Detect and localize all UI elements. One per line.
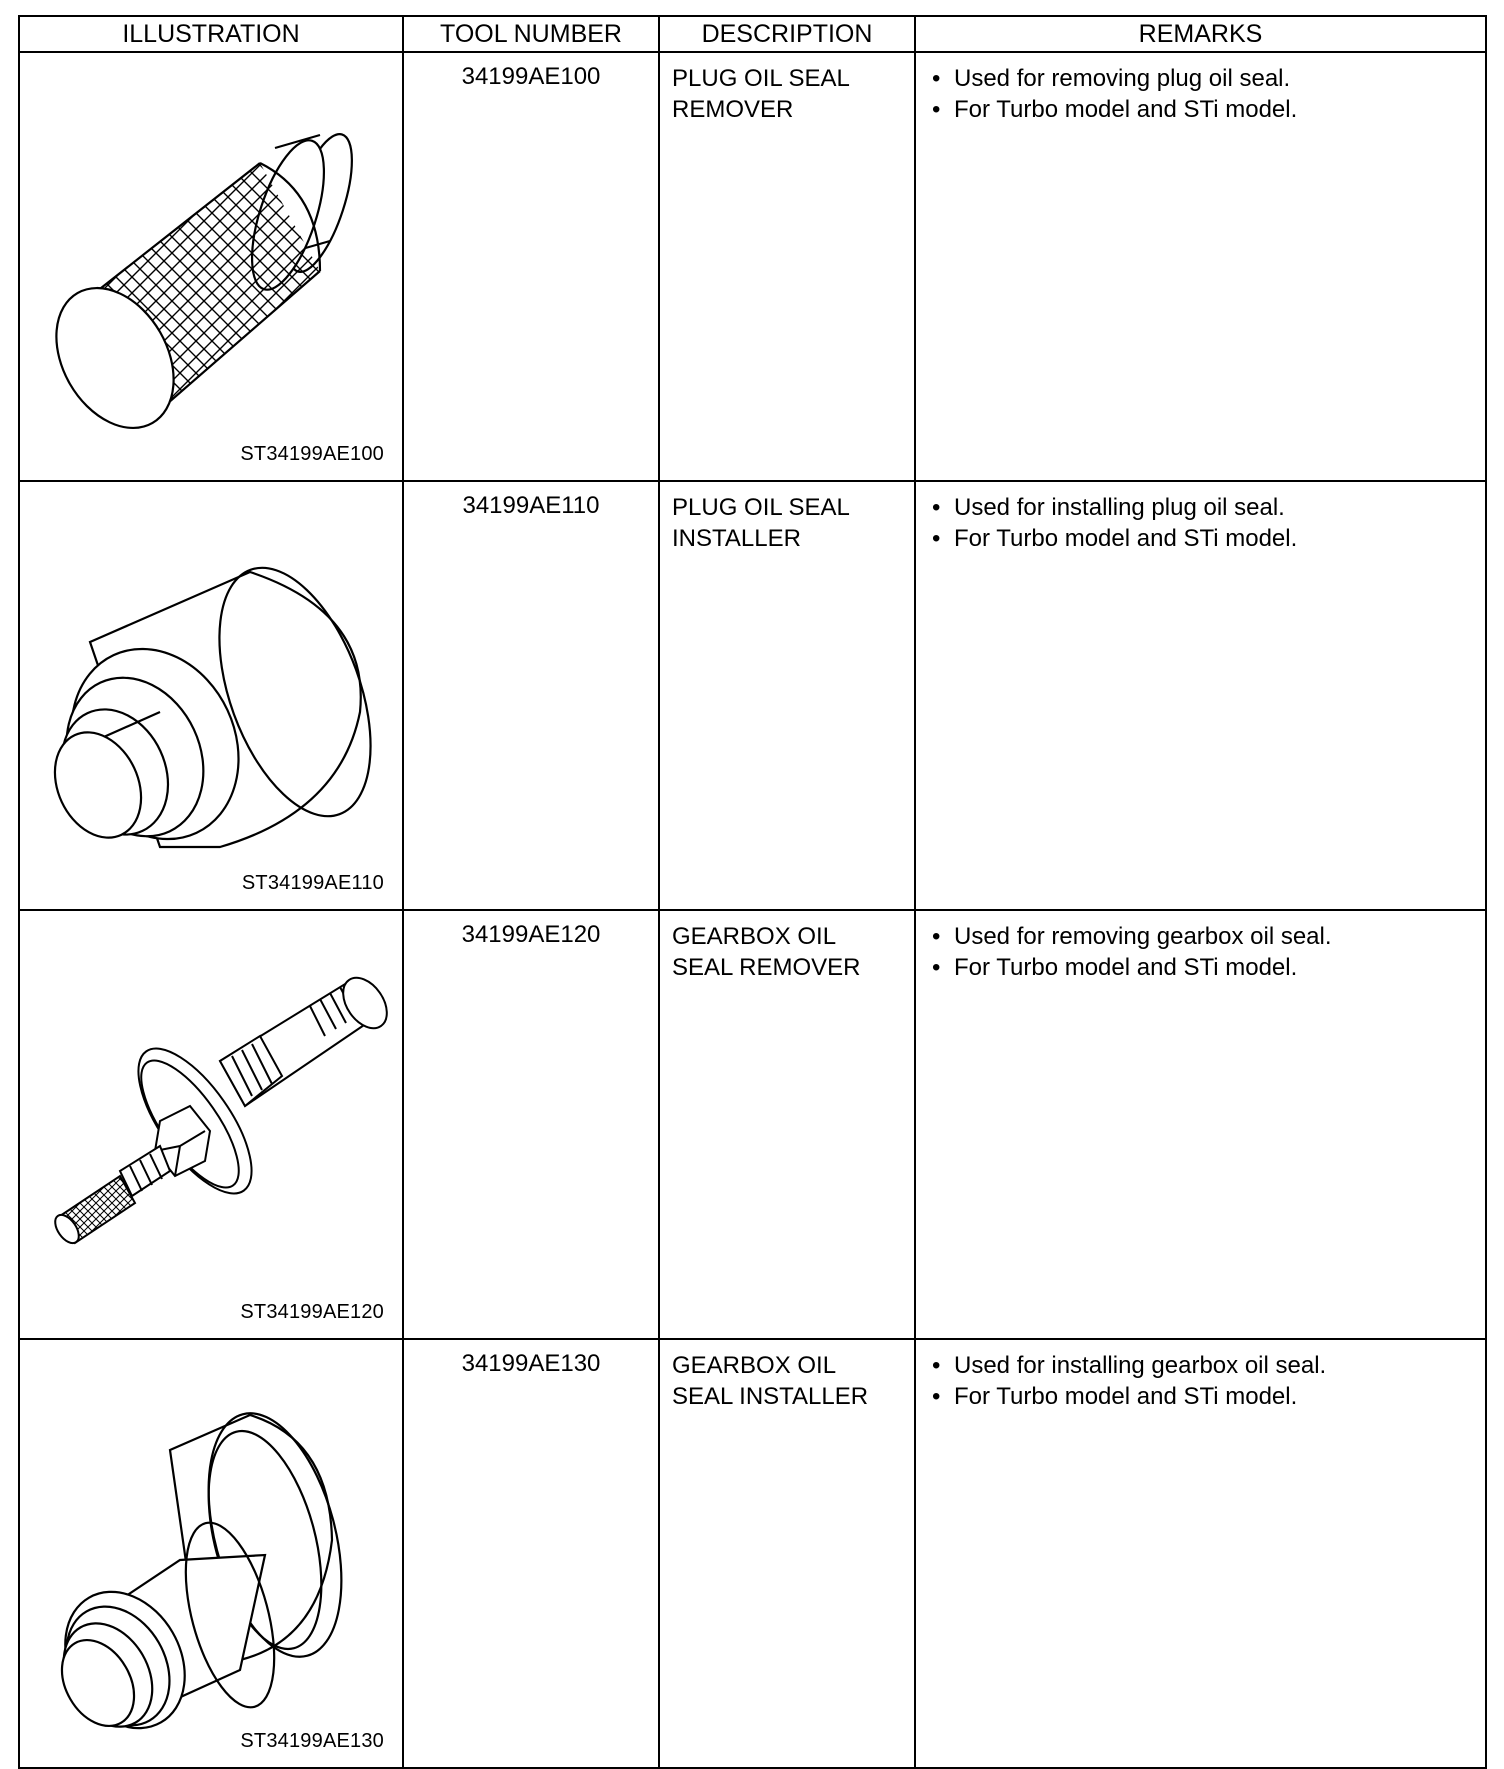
description-line: REMOVER <box>672 96 794 123</box>
description-cell <box>659 910 915 1339</box>
remark-item: • For Turbo model and STi model. <box>926 94 1477 125</box>
description-line: SEAL REMOVER <box>672 954 861 981</box>
puller-bolt-icon <box>20 911 404 1340</box>
illustration-caption: ST34199AE130 <box>240 1730 384 1752</box>
tool-number-cell: 34199AE120 <box>403 910 659 1339</box>
illustration-cell <box>19 910 403 1339</box>
remark-item: • For Turbo model and STi model. <box>926 952 1477 983</box>
description-cell <box>659 481 915 910</box>
table-row <box>19 910 1486 1339</box>
special-tools-table <box>18 15 1487 1769</box>
description-cell <box>659 1339 915 1768</box>
description-line: PLUG OIL SEAL <box>672 65 850 92</box>
stepped-cylinder-icon <box>20 482 404 911</box>
illustration-caption: ST34199AE100 <box>240 443 384 465</box>
flanged-installer-icon <box>20 1340 404 1769</box>
illustration-caption: ST34199AE110 <box>241 872 384 894</box>
description-line: SEAL INSTALLER <box>672 1383 869 1410</box>
tool-number-cell: 34199AE100 <box>403 52 659 481</box>
illustration-caption: ST34199AE120 <box>240 1301 384 1323</box>
illustration-cell <box>19 1339 403 1768</box>
remark-item: • For Turbo model and STi model. <box>926 523 1477 554</box>
header-remarks: REMARKS <box>915 16 1486 52</box>
remarks-cell <box>915 481 1486 910</box>
table-row <box>19 52 1486 481</box>
illustration-cell <box>19 52 403 481</box>
tool-number-cell: 34199AE110 <box>403 481 659 910</box>
remark-item: • Used for removing plug oil seal. <box>926 63 1477 94</box>
header-tool-number: TOOL NUMBER <box>403 16 659 52</box>
remarks-cell <box>915 910 1486 1339</box>
knurled-cylinder-icon <box>20 53 404 482</box>
header-row <box>19 16 1486 52</box>
description-line: PLUG OIL SEAL <box>672 494 850 521</box>
header-illustration: ILLUSTRATION <box>19 16 403 52</box>
description-line: INSTALLER <box>672 525 801 552</box>
remark-item: • Used for installing gearbox oil seal. <box>926 1350 1477 1381</box>
description-cell <box>659 52 915 481</box>
illustration-cell <box>19 481 403 910</box>
header-description: DESCRIPTION <box>659 16 915 52</box>
remark-item: • Used for removing gearbox oil seal. <box>926 921 1477 952</box>
remarks-cell <box>915 1339 1486 1768</box>
description-line: GEARBOX OIL <box>672 1352 837 1379</box>
table-row <box>19 481 1486 910</box>
remarks-cell <box>915 52 1486 481</box>
tool-number-cell: 34199AE130 <box>403 1339 659 1768</box>
table-row <box>19 1339 1486 1768</box>
description-line: GEARBOX OIL <box>672 923 837 950</box>
remark-item: • For Turbo model and STi model. <box>926 1381 1477 1412</box>
remark-item: • Used for installing plug oil seal. <box>926 492 1477 523</box>
